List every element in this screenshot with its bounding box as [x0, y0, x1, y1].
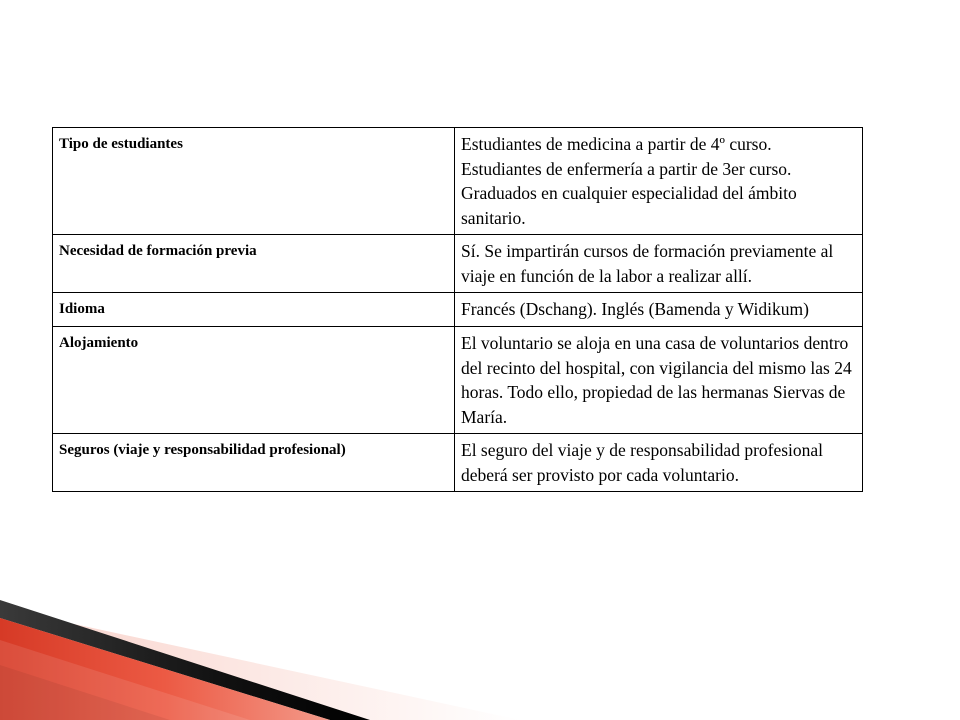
- row-label: Necesidad de formación previa: [53, 235, 455, 293]
- row-value: Sí. Se impartirán cursos de formación previamente al viaje en función de la labor a realizar allí.: [455, 235, 863, 293]
- row-value: El voluntario se aloja en una casa de voluntarios dentro del recinto del hospital, con vigilancia del mismo las 24 horas. Todo ello, propiedad de las hermanas Siervas de María.: [455, 327, 863, 434]
- table-row: [53, 235, 863, 293]
- table-row: [53, 434, 863, 492]
- table-row: [53, 327, 863, 434]
- table-row: [53, 128, 863, 235]
- info-table: [52, 127, 863, 492]
- table-row: [53, 293, 863, 327]
- row-label: Idioma: [53, 293, 455, 327]
- row-label: Tipo de estudiantes: [53, 128, 455, 235]
- row-value: Estudiantes de medicina a partir de 4º curso. Estudiantes de enfermería a partir de 3er curso. Graduados en cualquier especialidad del ámbito sanitario.: [455, 128, 863, 235]
- row-value: El seguro del viaje y de responsabilidad profesional deberá ser provisto por cada voluntario.: [455, 434, 863, 492]
- decorative-swoosh: [0, 560, 960, 720]
- row-label: Alojamiento: [53, 327, 455, 434]
- row-value: Francés (Dschang). Inglés (Bamenda y Widikum): [455, 293, 863, 327]
- row-label: Seguros (viaje y responsabilidad profesional): [53, 434, 455, 492]
